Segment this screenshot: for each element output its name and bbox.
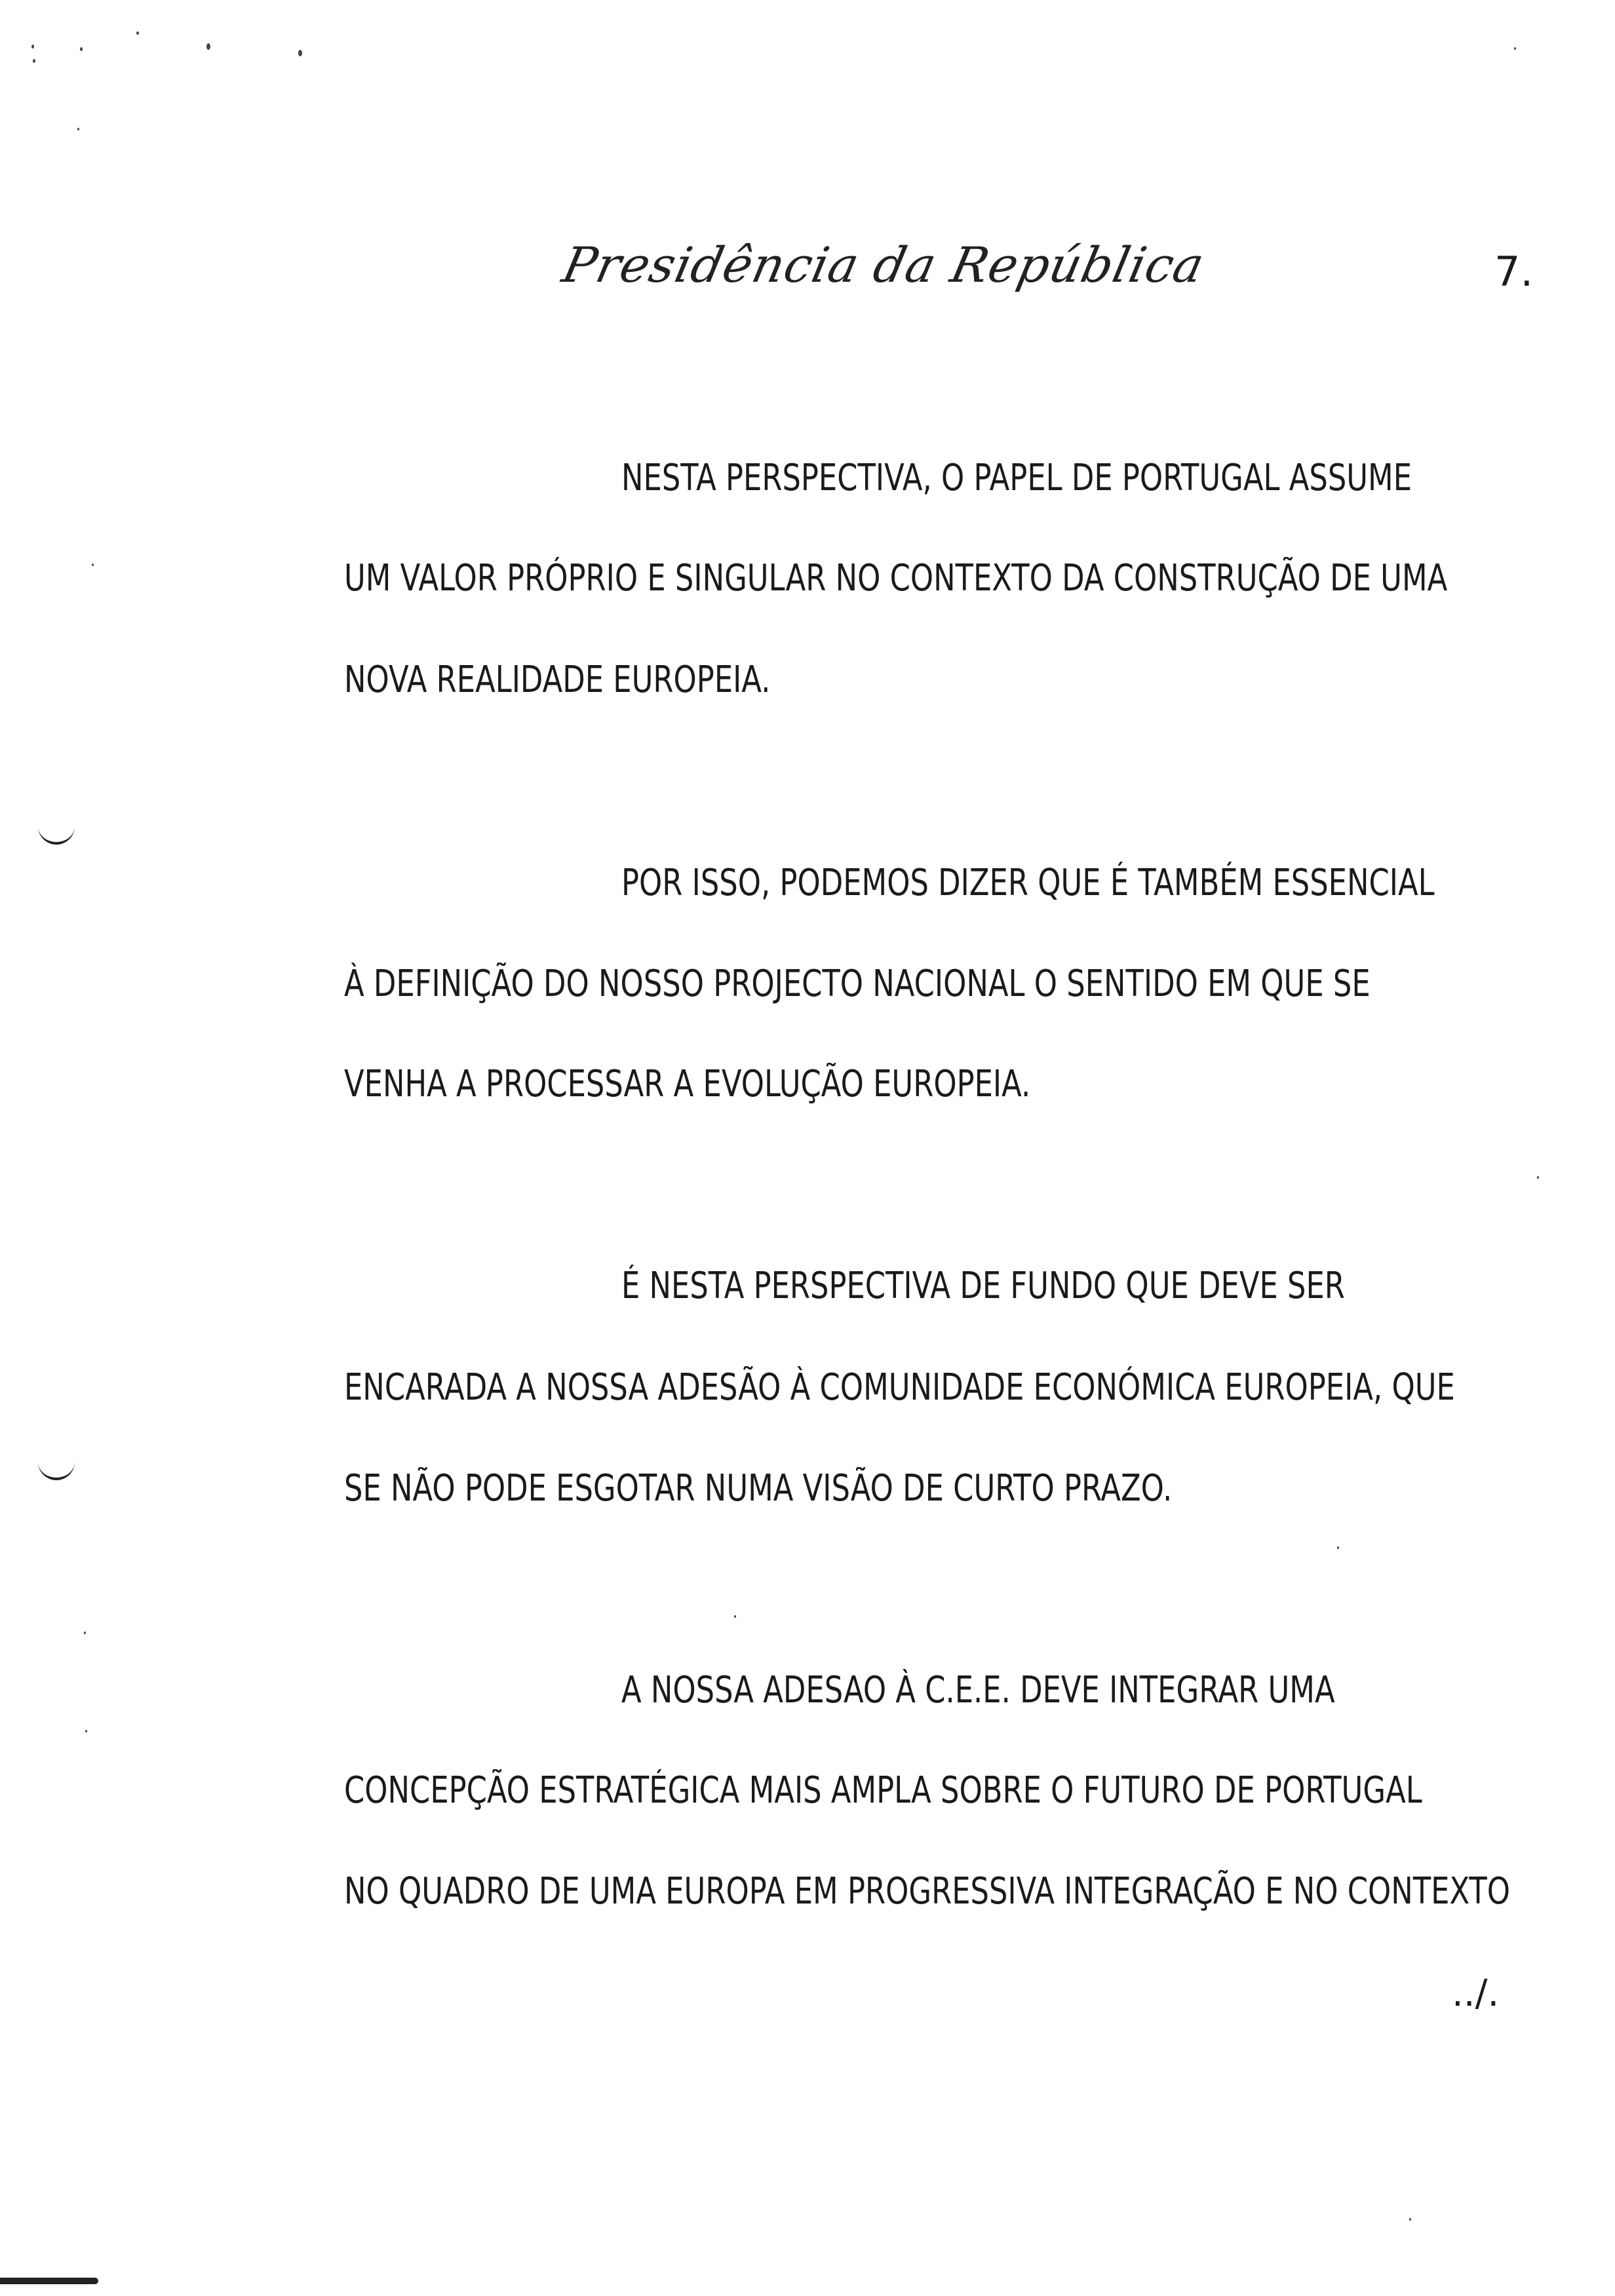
scan-speck	[92, 564, 94, 566]
paragraph-1-line-3: NOVA REALIDADE EUROPEIA.	[344, 659, 771, 701]
continuation-mark: ../.	[1452, 1972, 1500, 2015]
letterhead-script: Presidência da República	[557, 237, 1210, 294]
scan-speck	[1537, 1176, 1539, 1179]
paragraph-4-line-3: NO QUADRO DE UMA EUROPA EM PROGRESSIVA INTEGRAÇÃO E NO CONTEXTO	[344, 1870, 1511, 1913]
paragraph-2-line-1: POR ISSO, PODEMOS DIZER QUE É TAMBÉM ESSENCIAL	[621, 862, 1435, 904]
scan-speck	[80, 47, 83, 51]
paragraph-4-line-1: A NOSSA ADESAO À C.E.E. DEVE INTEGRAR UMA	[621, 1669, 1335, 1712]
scan-speck	[1514, 47, 1516, 50]
page-number: 7.	[1494, 248, 1534, 296]
paragraph-1-line-1: NESTA PERSPECTIVA, O PAPEL DE PORTUGAL ASSUME	[621, 457, 1412, 499]
paragraph-2-line-3: VENHA A PROCESSAR A EVOLUÇÃO EUROPEIA.	[344, 1063, 1031, 1105]
scan-edge-artifact	[0, 2278, 98, 2284]
paragraph-3-line-1: É NESTA PERSPECTIVA DE FUNDO QUE DEVE SER	[621, 1265, 1345, 1307]
scan-speck	[1409, 2218, 1411, 2221]
scan-speck	[33, 59, 35, 63]
scan-speck	[298, 50, 302, 56]
paragraph-1-line-2: UM VALOR PRÓPRIO E SINGULAR NO CONTEXTO DA CONSTRUÇÃO DE UMA	[344, 557, 1448, 600]
scan-speck	[1337, 1546, 1339, 1549]
paragraph-4-line-2: CONCEPÇÃO ESTRATÉGICA MAIS AMPLA SOBRE O FUTURO DE PORTUGAL	[344, 1769, 1422, 1812]
paragraph-3-line-3: SE NÃO PODE ESGOTAR NUMA VISÃO DE CURTO PRAZO.	[344, 1467, 1173, 1510]
binding-hole-mark	[38, 822, 75, 845]
scan-speck	[206, 43, 210, 50]
binding-hole-mark	[38, 1458, 75, 1480]
scan-speck	[85, 1730, 87, 1732]
scan-speck	[31, 45, 34, 48]
paragraph-2-line-2: À DEFINIÇÃO DO NOSSO PROJECTO NACIONAL O SENTIDO EM QUE SE	[344, 963, 1371, 1005]
scan-speck	[734, 1615, 736, 1618]
scan-speck	[77, 128, 79, 130]
paragraph-3-line-2: ENCARADA A NOSSA ADESÃO À COMUNIDADE ECONÓMICA EUROPEIA, QUE	[344, 1366, 1455, 1409]
scan-speck	[136, 31, 139, 35]
scan-speck	[84, 1632, 86, 1634]
